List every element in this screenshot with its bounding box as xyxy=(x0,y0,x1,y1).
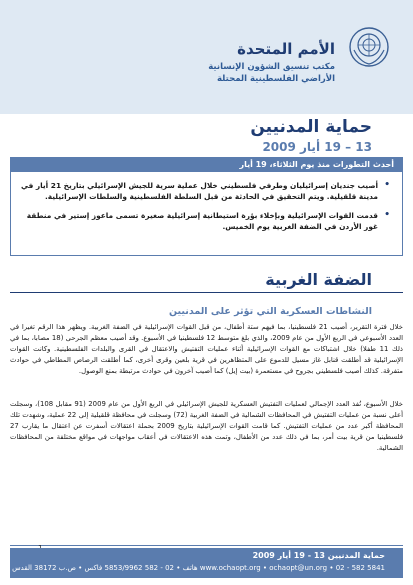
footer-divider xyxy=(10,545,403,546)
highlight-item: • قدمت القوات الإسرائيلية وبإخلاء بؤرة استيطانية إسرائيلية صغيرة تسمى ماعوز إستير في منطقة غور الأردن في الضفة الغربية يوم الخميس. xyxy=(19,210,378,232)
section-divider xyxy=(10,292,403,293)
document-date-range: 13 – 19 أيار 2009 xyxy=(262,140,372,154)
highlight-item: • أصيب جنديان إسرائيليان وطرفي فلسطيني خلال عملية سرية للجيش الإسرائيلي بتاريخ 21 أيار في مدينة قلقيلية. ويتم التحقيق في الحادثة من قبل السلطة الفلسطينية والسلطات الإسرائيلية. xyxy=(19,180,378,202)
un-emblem-icon xyxy=(348,26,390,68)
subsection-title: النشاطات العسكرية التي تؤثر على المدنيين xyxy=(169,306,372,317)
footer-contact: www.ochaopt.org • ochaopt@un.org • 02 - 582 5841 هاتف • 02 - 582 5853/9962 فاكس • ص.ب 38172 القدس xyxy=(12,564,385,572)
org-subtitle-line1: مكتب تنسيق الشؤون الإنسانية xyxy=(208,62,335,72)
body-paragraph: خلال فترة التقرير، أصيب 21 فلسطينيا، بما فيهم ستة أطفال، من قبل القوات الإسرائيلية في الضفة الغربية. ويظهر هذا الرقم تغيرا في العدد الأسبوعي في الربع الأول من عام 2009، والذي بلغ متوسط 12 فلسطينيا في الأسبوع. وقد أصيب معظم الجرحى (18 مصابا، بما في ذلك 11 طفلا) خلال اشتباكات مع القوات الإسرائيلية أثناء عمليات التفتيش والاعتقال في القرى والبلدات الفلسطينية. وكانت القوات الإسرائيلية قد أطلقت قنابل غاز مسيل للدموع على المتظاهرين في قرية بلعين وقرى أخرى، كما أطلقت الرصاص المطاطي في حوادث متفرقة. كذلك أصيب فلسطيني بجروح في مستعمرة (بيت إيل) كما أصيب آخرون في حوادث مرتبطة بمنع الوصول. xyxy=(10,323,403,375)
footer-bar xyxy=(10,548,403,578)
highlights-header: أحدث التطورات منذ يوم الثلاثاء، 19 أيار xyxy=(11,158,402,172)
highlights-box xyxy=(10,157,403,256)
footer-title: حماية المدنيين 13 - 19 أيار 2009 xyxy=(252,551,385,560)
document-title: حماية المدنيين xyxy=(250,117,372,137)
section-title: الضفة الغربية xyxy=(265,270,372,289)
org-name: الأمم المتحدة xyxy=(237,40,335,58)
highlights-list xyxy=(11,180,402,232)
header-banner xyxy=(0,0,413,114)
org-subtitle-line2: الأراضي الفلسطينية المحتلة xyxy=(217,74,335,84)
body-paragraph: خلال الأسبوع، نُفذ العدد الإجمالي لعمليات التفتيش العسكرية للجيش الإسرائيلي في الربع الأول من عام 2009 (91 مقابل 108)، وسجلت أعلى نسبة من عمليات التفتيش في المحافظات الشمالية في الضفة الغربية (72) وسجلت في محافظة قلقيلية إلى 22 عملية، وشهدت تلك المحافظة أكبر عدد من عمليات التفتيش. كما قامت القوات الإسرائيلية بتاريخ 2009 بحملة اعتقالات أسفرت عن اعتقال ما يقارب 27 فلسطينيا من قرية بيت أمر، بما في ذلك عدد من الأطفال، وتمت هذه الاعتقالات في أعقاب مواجهات في مواقع مختلفة من المحافظات الشمالية. xyxy=(10,400,404,452)
